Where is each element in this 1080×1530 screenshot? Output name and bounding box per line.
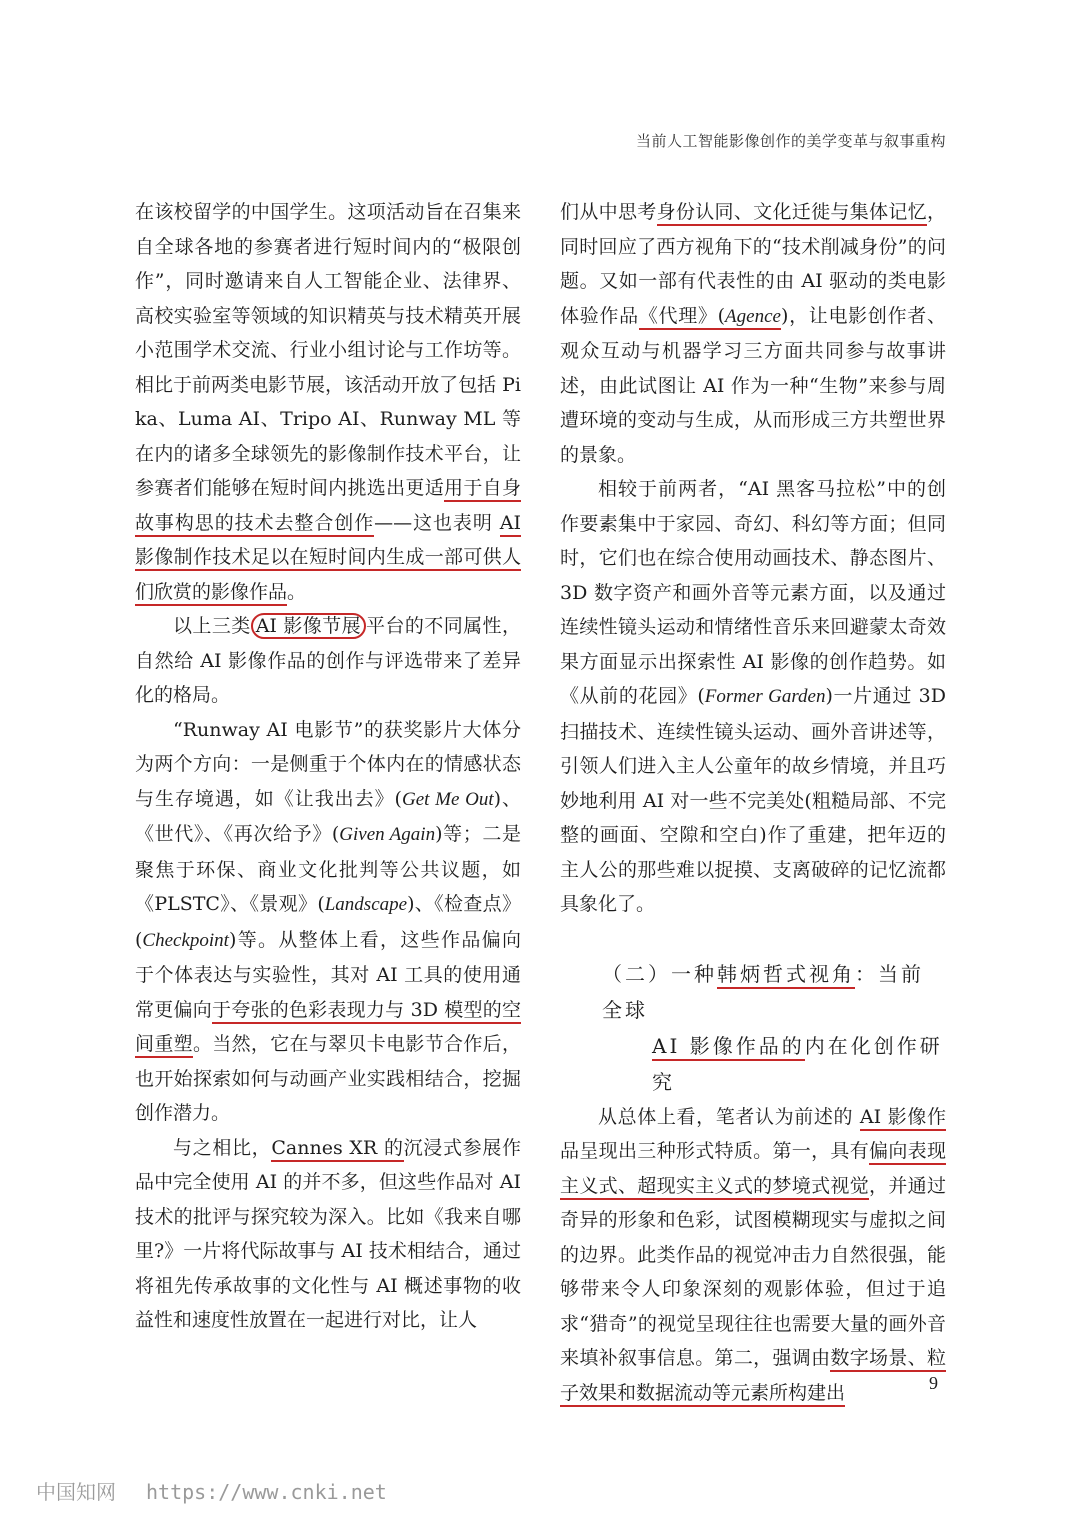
text: 内在化创作研究 (652, 1033, 943, 1094)
annotation-underline: 韩炳哲式视角 (717, 962, 855, 989)
italic-title: Landscape (324, 894, 408, 915)
heading-line-1 (560, 956, 946, 1028)
text: ：当前全球 (602, 961, 924, 1022)
text: 以上三类 (173, 615, 251, 637)
text: )，让电影创作者、观众互动与机器学习三方面共同参与故事讲述，由此试图让 AI 作为一种“生物”来参与周遭环境的变动与生成，从而形成三方共塑世界的景象。 (560, 304, 946, 466)
paragraph-left-3 (135, 713, 521, 1131)
site-name: 中国知网 (36, 1480, 116, 1504)
text: 沉浸式参展作品中完全使用 AI 的并不多，但这些作品对 AI 技术的批评与探究较为深入。比如《我来自哪里?》一片将代际故事与 AI 技术相结合，通过将祖先传承故事的文化性与 AI 概述事物的收益性和速度性放置在一起进行对比，让人 (135, 1136, 521, 1331)
text: 平台的不同属性，自然给 AI 影像作品的创作与评选带来了差异化的格局。 (135, 615, 521, 706)
text: 。当然，它在与翠贝卡电影节合作后，也开始探索如何与动画产业实践相结合，挖掘创作潜力。 (135, 1033, 521, 1124)
annotation-underline: 用于自身故事构思的技术去整合创作 (135, 477, 521, 537)
paragraph-left-2 (135, 609, 521, 713)
site-url[interactable]: https://www.cnki.net (146, 1480, 387, 1504)
text: ，并通过奇异的形象和色彩，试图模糊现实与虚拟之间的边界。此类作品的视觉冲击力自然很强，能够带来令人印象深刻的观影体验，但过于追求“猎奇”的视觉呈现往往也需要大量的画外音来填补叙事信息。第二，强调由 (560, 1174, 946, 1369)
italic-title: Agence (725, 306, 781, 330)
paragraph-right-2 (560, 472, 946, 922)
paragraph-right-1 (560, 195, 946, 472)
annotation-underline: 偏向表现主义式、超现实主义式的梦境式视觉 (560, 1140, 946, 1200)
annotation-underline: 于夸张的色彩表现力与 3D 模型的空间重塑 (135, 999, 521, 1059)
italic-title: Former Garden (704, 686, 826, 707)
running-header: 当前人工智能影像创作的美学变革与叙事重构 (635, 132, 946, 150)
text: “Runway AI 电影节”的获奖影片大体分为两个方向：一是侧重于个体内在的情感状态与生存境遇，如《让我出去》( (135, 718, 521, 810)
annotation-underline: 身份认同、文化迁徙与集体记忆 (657, 201, 927, 226)
text: 品呈现出三种形式特质。第一，具有 (560, 1140, 870, 1162)
paragraph-left-4 (135, 1131, 521, 1338)
text: 。 (287, 580, 307, 603)
annotation-underline: Cannes XR 的 (271, 1137, 403, 1162)
heading-line-2 (560, 1028, 946, 1100)
text: 与之相比， (173, 1136, 272, 1159)
text: 从总体上看，笔者认为前述的 (598, 1105, 860, 1128)
text: 们从中思考 (560, 201, 657, 223)
annotation-underline: 数字场景、粒子效果和数据流动等元素所构建出 (560, 1347, 946, 1407)
text: )、《世代》、《再次给予》( (135, 787, 521, 845)
page-number: 9 (929, 1373, 938, 1393)
text: )等。从整体上看，这些作品偏向于个体表达与实验性，其对 AI 工具的使用通常更偏向 (135, 928, 521, 1021)
paragraph-left-1 (135, 195, 521, 609)
annotation-underline: AI 影像作 (860, 1106, 946, 1131)
annotation-underline: 《代理》( (639, 305, 725, 330)
section-heading (560, 956, 946, 1100)
left-column (135, 195, 521, 1338)
text: )等；二是聚焦于环保、商业文化批判等公共议题，如《PLSTC》、《景观》( (135, 823, 521, 915)
text: )、《检查点》( (135, 893, 521, 951)
paragraph-right-3 (560, 1100, 946, 1411)
text: 在该校留学的中国学生。这项活动旨在召集来自全球各地的参赛者进行短时间内的“极限创作”，同时邀请来自人工智能企业、法律界、高校实验室等领域的知识精英与技术精英开展小范围学术交流、行业小组讨论与工作坊等。相比于前两类电影节展，该活动开放了包括 Pika、Luma AI、Tripo AI、Runway ML 等在内的诸多全球领先的影像制作技术平台，让参赛者们能够在短时间内挑选出更适 (135, 201, 521, 499)
italic-title: Checkpoint (142, 929, 229, 951)
italic-title: Get Me Out (401, 788, 494, 810)
text: )一片通过 3D 扫描技术、连续性镜头运动、画外音讲述等，引领人们进入主人公童年的故乡情境，并且巧妙地利用 AI 对一些不完美处(粗糙局部、不完整的画面、空隙和空白)作了重建，把年迈的主人公的那些难以捉摸、支离破碎的记忆流都具象化了。 (560, 685, 946, 915)
text: 相较于前两者，“AI 黑客马拉松”中的创作要素集中于家园、奇幻、科幻等方面；但同时，它们也在综合使用动画技术、静态图片、3D 数字资产和画外音等元素方面，以及通过连续性镜头运动和情绪性音乐来回避蒙太奇效果方面显示出探索性 AI 影像的创作趋势。如《从前的花园》( (560, 478, 946, 707)
annotation-underline: AI 影像作品的 (652, 1034, 805, 1061)
text: ——这也表明 (374, 511, 500, 534)
annotation-underline: AI 影像制作技术足以在短时间内生成一部可供人们欣赏的影像作品 (135, 512, 521, 606)
text: ，同时回应了西方视角下的“技术削减身份”的问题。又如一部有代表性的由 AI 驱动的类电影体验作品 (560, 201, 946, 327)
annotation-circle: AI 影像节展 (251, 613, 366, 639)
italic-title: Given Again (339, 824, 436, 845)
watermark-footer (36, 1476, 387, 1505)
text: （二）一种 (602, 961, 717, 986)
right-column (560, 195, 946, 1410)
